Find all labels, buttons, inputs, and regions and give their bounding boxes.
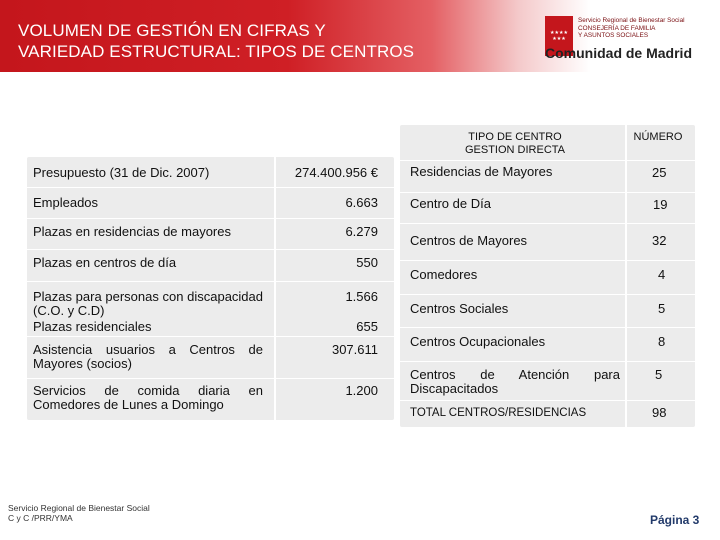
logo-department <box>578 17 685 40</box>
row-divider <box>27 187 394 188</box>
table-row-label: Centros de Atención para Discapacitados <box>410 367 620 396</box>
page-title <box>18 20 414 62</box>
flag-stars: ★★★★★★★ <box>550 30 568 42</box>
row-divider <box>27 218 394 219</box>
table-row-label: Centro de Día <box>410 196 491 211</box>
table-row-label: Asistencia usuarios a Centros de Mayores (socios) <box>33 342 263 371</box>
table-row-value: 274.400.956 € <box>294 165 378 180</box>
row-divider <box>400 260 695 261</box>
table-row-label: Plazas en residencias de mayores <box>33 224 231 239</box>
table-row-label: Plazas en centros de día <box>33 255 177 270</box>
row-divider <box>400 160 695 161</box>
logo-line-3: Y ASUNTOS SOCIALES <box>578 32 649 39</box>
table-row-value: 550 <box>356 255 378 270</box>
logo-line-1: Servicio Regional de Bienestar Social <box>578 17 685 24</box>
page-number: Página 3 <box>650 513 700 527</box>
table-row-value: 32 <box>652 233 667 248</box>
logo-line-2: CONSEJERÍA DE FAMILIA <box>578 24 656 32</box>
table-row-value: 1.566 <box>345 289 378 304</box>
row-divider <box>27 378 394 379</box>
table-row-value: 8 <box>658 334 666 349</box>
column-header-number: NÚMERO <box>633 131 683 143</box>
table-row-label: Centros Sociales <box>410 301 509 316</box>
table-row-label: Empleados <box>33 195 99 210</box>
table-row-label: Comedores <box>410 267 478 282</box>
table-row-label: Centros de Mayores <box>410 233 528 248</box>
table-row-label: Plazas residenciales <box>33 319 152 334</box>
row-divider <box>400 294 695 295</box>
footer-line-2: C y C /PRR/YMA <box>8 513 73 523</box>
table-row-value: 4 <box>658 267 666 282</box>
row-divider <box>400 400 695 401</box>
table-row-value: 655 <box>356 319 378 334</box>
table-row-value: 25 <box>652 165 667 180</box>
total-value: 98 <box>652 405 667 420</box>
title-line-1: VOLUMEN DE GESTIÓN EN CIFRAS Y <box>18 21 326 40</box>
table-row-label: Plazas para personas con discapacidad (C.O. y C.D) <box>33 289 263 318</box>
logo-name: Comunidad de Madrid <box>545 45 692 61</box>
row-divider <box>400 223 695 224</box>
table-row-value: 6.663 <box>345 195 378 210</box>
row-divider <box>27 249 394 250</box>
table-row-label: Presupuesto (31 de Dic. 2007) <box>33 165 210 180</box>
table-row-value: 5 <box>658 301 666 316</box>
table-row-value: 6.279 <box>345 224 378 239</box>
table-row-value: 5 <box>655 367 663 382</box>
row-divider <box>400 361 695 362</box>
row-divider <box>27 281 394 282</box>
table-row-value: 19 <box>653 197 668 212</box>
comunidad-madrid-logo <box>545 16 720 64</box>
table-row-label: Centros Ocupacionales <box>410 334 546 349</box>
footer-credits <box>8 503 150 523</box>
row-divider <box>400 327 695 328</box>
column-divider <box>625 125 627 427</box>
row-divider <box>400 192 695 193</box>
header-banner <box>0 0 720 72</box>
table-row-value: 1.200 <box>345 383 378 398</box>
table-row-value: 307.611 <box>331 342 378 357</box>
row-divider <box>27 336 394 337</box>
total-label: TOTAL CENTROS/RESIDENCIAS <box>410 407 587 419</box>
title-line-2: VARIEDAD ESTRUCTURAL: TIPOS DE CENTROS <box>18 42 415 61</box>
footer-line-1: Servicio Regional de Bienestar Social <box>8 503 150 513</box>
table-row-label: Residencias de Mayores <box>410 164 553 179</box>
column-header-type: TIPO DE CENTRO GESTION DIRECTA <box>464 131 566 156</box>
table-row-label: Servicios de comida diaria en Comedores de Lunes a Domingo <box>33 383 263 412</box>
